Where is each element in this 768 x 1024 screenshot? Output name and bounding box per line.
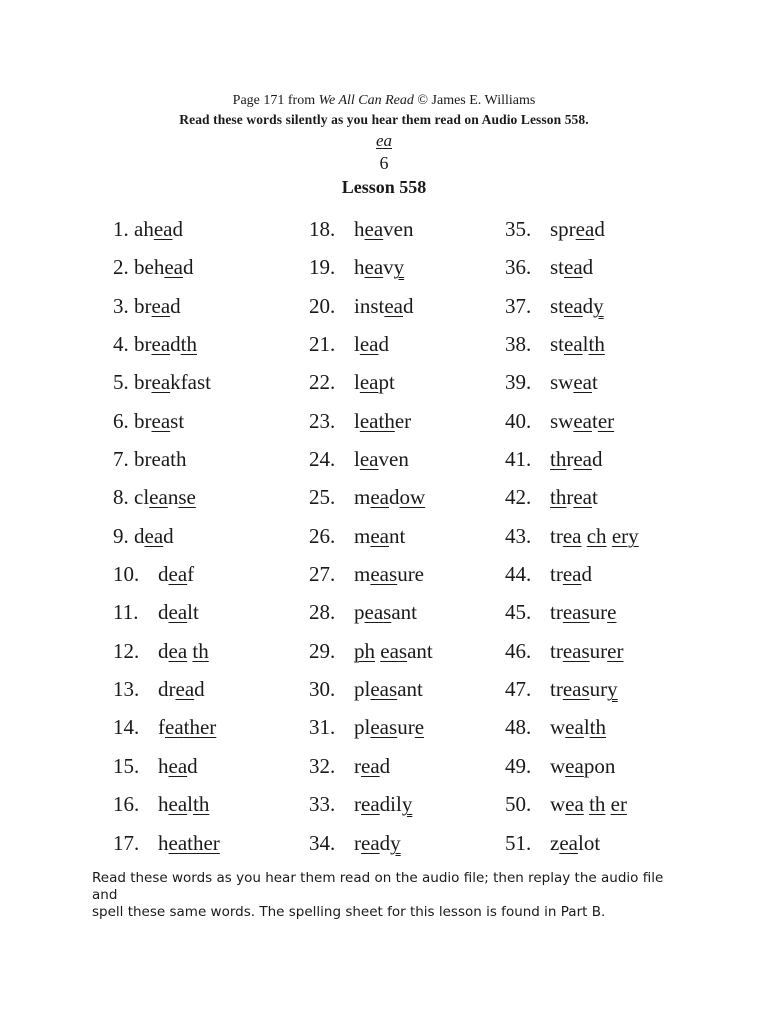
word: readily	[354, 792, 413, 817]
word-list-item	[505, 402, 745, 440]
underlined-letters: y	[393, 255, 405, 280]
item-number: 8.	[113, 485, 129, 510]
underlined-letters: ea	[562, 677, 582, 702]
underlined-letters: ea	[151, 293, 171, 318]
underlined-letters: s	[389, 562, 398, 587]
underlined-letters: ea	[562, 523, 582, 548]
word: read	[354, 753, 391, 778]
underlined-letters: ea	[573, 370, 592, 395]
word: dead	[134, 523, 174, 548]
item-number: 9.	[113, 523, 129, 548]
word: leather	[354, 408, 412, 433]
item-number: 39.	[505, 370, 532, 395]
underlined-letters: ea	[565, 792, 584, 817]
item-number: 15.	[113, 753, 140, 778]
word: feather	[158, 715, 217, 740]
word: treasure	[550, 600, 617, 625]
item-number: 3.	[113, 293, 129, 318]
underlined-letters: th	[193, 792, 210, 817]
word: deaf	[158, 562, 195, 587]
item-number: 41.	[505, 447, 532, 472]
word: spread	[550, 217, 605, 241]
item-number: 34.	[309, 830, 336, 855]
underlined-letters: ea	[564, 293, 583, 318]
underlined-letters: y	[593, 293, 604, 318]
underlined-letters: ea	[573, 485, 592, 510]
underlined-letters: er	[597, 408, 615, 433]
word: ready	[354, 830, 401, 855]
underlined-letters: ph	[354, 638, 375, 663]
underlined-letters: ea	[359, 332, 379, 357]
underlined-letters: ea	[564, 255, 583, 280]
item-number: 43.	[505, 523, 532, 548]
word: breadth	[134, 332, 197, 357]
underlined-letters: ea	[370, 677, 389, 702]
item-number: 38.	[505, 332, 532, 357]
underlined-letters: s	[389, 677, 398, 702]
underlined-letters: ea	[364, 217, 384, 241]
item-number: 17.	[113, 830, 140, 855]
word-list-item	[505, 248, 745, 286]
underlined-letters: ea	[361, 792, 380, 817]
underlined-letters: ea	[164, 255, 183, 280]
underlined-letters: th	[550, 447, 567, 472]
word: heather	[158, 830, 220, 855]
word: dea th	[158, 638, 209, 663]
underlined-letters: ea	[151, 408, 171, 433]
word: behead	[134, 255, 194, 280]
item-number: 4.	[113, 332, 129, 357]
item-number: 22.	[309, 370, 336, 395]
underlined-letters: ea	[564, 332, 583, 357]
word: sweater	[550, 408, 615, 433]
underlined-letters: ea	[168, 638, 188, 663]
word: sweat	[550, 370, 598, 395]
underlined-letters: th	[550, 485, 567, 510]
underlined-letters: ea	[565, 753, 584, 778]
underlined-letters: ea	[565, 715, 584, 740]
underlined-letters: ea	[168, 562, 188, 587]
word-list-item	[505, 478, 745, 516]
book-title: We All Can Read	[318, 93, 414, 108]
word: bread	[134, 293, 181, 318]
item-number: 33.	[309, 792, 336, 817]
underlined-letters: ther	[187, 830, 220, 855]
word: threat	[550, 485, 598, 510]
underlined-letters: y	[607, 677, 618, 702]
word: instead	[354, 293, 414, 318]
underlined-letters: er	[610, 792, 627, 817]
underlined-letters: ea	[384, 293, 403, 318]
item-number: 25.	[309, 485, 336, 510]
underlined-letters: ea	[559, 830, 578, 855]
underlined-letters: th	[192, 638, 209, 663]
word: weapon	[550, 753, 616, 778]
word: thread	[550, 447, 603, 472]
word: treasury	[550, 677, 618, 702]
item-number: 12.	[113, 638, 140, 663]
underlined-letters: se	[178, 485, 196, 510]
word: dealt	[158, 600, 199, 625]
item-number: 30.	[309, 677, 336, 702]
item-number: 20.	[309, 293, 336, 318]
item-number: 1.	[113, 217, 129, 241]
underlined-letters: ch	[586, 523, 607, 548]
item-number: 7.	[113, 447, 129, 472]
item-number: 46.	[505, 638, 532, 663]
word: breath	[134, 447, 187, 472]
item-number: 31.	[309, 715, 336, 740]
word-list-item	[505, 325, 745, 363]
item-number: 47.	[505, 677, 532, 702]
underlined-letters: er	[607, 638, 624, 663]
word-list-item	[505, 670, 745, 708]
underlined-letters: y	[390, 830, 401, 855]
word: breakfast	[134, 370, 211, 395]
underlined-letters: y	[401, 792, 413, 817]
underlined-letters: ea	[151, 370, 171, 395]
footer-instructions	[92, 870, 692, 921]
underlined-letters: ea	[364, 255, 384, 280]
underlined-letters: ea	[562, 562, 582, 587]
underlined-letters: s	[581, 677, 590, 702]
item-number: 2.	[113, 255, 129, 280]
word: health	[158, 792, 210, 817]
underlined-letters: ea	[168, 753, 188, 778]
word: measure	[354, 562, 425, 587]
item-number: 23.	[309, 408, 336, 433]
word: treasurer	[550, 638, 624, 663]
item-number: 35.	[505, 217, 532, 241]
word: steady	[550, 293, 604, 318]
item-number: 48.	[505, 715, 532, 740]
word: stead	[550, 255, 594, 280]
underlined-letters: s	[581, 638, 590, 663]
word: ahead	[134, 217, 183, 241]
underlined-letters: ea	[573, 408, 592, 433]
underlined-letters: ea	[144, 523, 164, 548]
word-list-item	[505, 708, 745, 746]
item-number: 36.	[505, 255, 532, 280]
word-list-item	[505, 747, 745, 785]
underlined-letters: ea	[359, 370, 379, 395]
underlined-letters: th	[588, 332, 605, 357]
item-number: 28.	[309, 600, 336, 625]
item-number: 42.	[505, 485, 532, 510]
instruction-line: Read these words silently as you hear them read on Audio Lesson 558.	[179, 112, 589, 127]
underlined-letters: ther	[183, 715, 217, 740]
item-number: 10.	[113, 562, 140, 587]
item-number: 14.	[113, 715, 140, 740]
word-list-item	[505, 363, 745, 401]
underlined-letters: e	[414, 715, 425, 740]
word-list-item	[505, 824, 745, 862]
item-number: 13.	[113, 677, 140, 702]
source-prefix: Page 171 from	[232, 93, 319, 108]
item-number: 26.	[309, 523, 336, 548]
underlined-letters: ea	[359, 408, 379, 433]
word-list-item	[505, 287, 745, 325]
word: tread	[550, 562, 592, 587]
underlined-letters: ery	[611, 523, 639, 548]
underlined-letters: ea	[370, 562, 389, 587]
word-list-item	[505, 785, 745, 823]
item-number: 32.	[309, 753, 336, 778]
word: wealth	[550, 715, 607, 740]
underlined-letters: s	[398, 638, 408, 663]
pattern-number: 6	[379, 153, 389, 173]
item-number: 11.	[113, 600, 139, 625]
item-number: 24.	[309, 447, 336, 472]
underlined-letters: th	[589, 715, 607, 740]
underlined-letters: th	[180, 332, 197, 357]
underlined-letters: ea	[361, 753, 380, 778]
word: lead	[354, 332, 389, 357]
item-number: 21.	[309, 332, 336, 357]
word: heaven	[354, 217, 414, 241]
word: trea ch ery	[550, 523, 639, 548]
word-list-item	[505, 632, 745, 670]
word: cleanse	[134, 485, 196, 510]
footer-line-2: spell these same words. The spelling sheet for this lesson is found in Part B.	[92, 904, 606, 920]
item-number: 18.	[309, 217, 336, 241]
underlined-letters: ow	[399, 485, 426, 510]
underlined-letters: ea	[370, 485, 389, 510]
underlined-letters: ea	[575, 217, 595, 241]
word-list-item	[505, 555, 745, 593]
word-list-item	[505, 517, 745, 555]
item-number: 29.	[309, 638, 336, 663]
item-number: 16.	[113, 792, 140, 817]
source-suffix: © James E. Williams	[413, 93, 536, 108]
lesson-title: Lesson 558	[341, 177, 427, 197]
item-number: 50.	[505, 792, 532, 817]
word: ph easant	[354, 638, 433, 663]
item-number: 6.	[113, 408, 129, 433]
word-list-item	[505, 593, 745, 631]
underlined-letters: s	[389, 715, 398, 740]
word-column-3	[505, 210, 745, 862]
item-number: 51.	[505, 830, 532, 855]
item-number: 19.	[309, 255, 336, 280]
item-number: 27.	[309, 562, 336, 587]
underlined-letters: ea	[168, 792, 188, 817]
underlined-letters: ea	[151, 332, 171, 357]
underlined-letters: ea	[165, 715, 184, 740]
underlined-letters: ea	[573, 447, 592, 472]
word: meadow	[354, 485, 426, 510]
underlined-letters: ea	[370, 715, 389, 740]
word: leapt	[354, 370, 395, 395]
underlined-letters: th	[589, 792, 606, 817]
underlined-letters: s	[581, 600, 590, 625]
underlined-letters: ea	[380, 638, 399, 663]
item-number: 44.	[505, 562, 532, 587]
word-list-item	[505, 440, 745, 478]
underlined-letters: ea	[168, 600, 188, 625]
underlined-letters: ea	[562, 638, 582, 663]
underlined-letters: s	[383, 600, 392, 625]
underlined-letters: ea	[153, 217, 173, 241]
underlined-letters: ea	[370, 523, 389, 548]
word: pleasure	[354, 715, 425, 740]
underlined-letters: e	[607, 600, 617, 625]
item-number: 5.	[113, 370, 129, 395]
source-line	[0, 93, 768, 109]
underlined-letters: th	[378, 408, 395, 433]
phonics-pattern: ea	[375, 131, 393, 150]
word: wea th er	[550, 792, 627, 817]
word-list-item	[505, 210, 745, 248]
underlined-letters: ea	[364, 600, 384, 625]
item-number: 49.	[505, 753, 532, 778]
word: meant	[354, 523, 406, 548]
word: heavy	[354, 255, 405, 280]
underlined-letters: ea	[361, 830, 380, 855]
item-number: 37.	[505, 293, 532, 318]
item-number: 45.	[505, 600, 532, 625]
word: pleasant	[354, 677, 423, 702]
footer-line-1: Read these words as you hear them read on the audio file; then replay the audio file and	[92, 870, 664, 903]
underlined-letters: ea	[359, 447, 379, 472]
item-number: 40.	[505, 408, 532, 433]
word: stealth	[550, 332, 605, 357]
word: leaven	[354, 447, 409, 472]
word: breast	[134, 408, 185, 433]
word: peasant	[354, 600, 417, 625]
underlined-letters: ea	[168, 830, 188, 855]
underlined-letters: ea	[562, 600, 582, 625]
word: zealot	[550, 830, 601, 855]
underlined-letters: ea	[175, 677, 195, 702]
underlined-letters: ea	[149, 485, 168, 510]
word: dread	[158, 677, 205, 702]
word: head	[158, 753, 198, 778]
